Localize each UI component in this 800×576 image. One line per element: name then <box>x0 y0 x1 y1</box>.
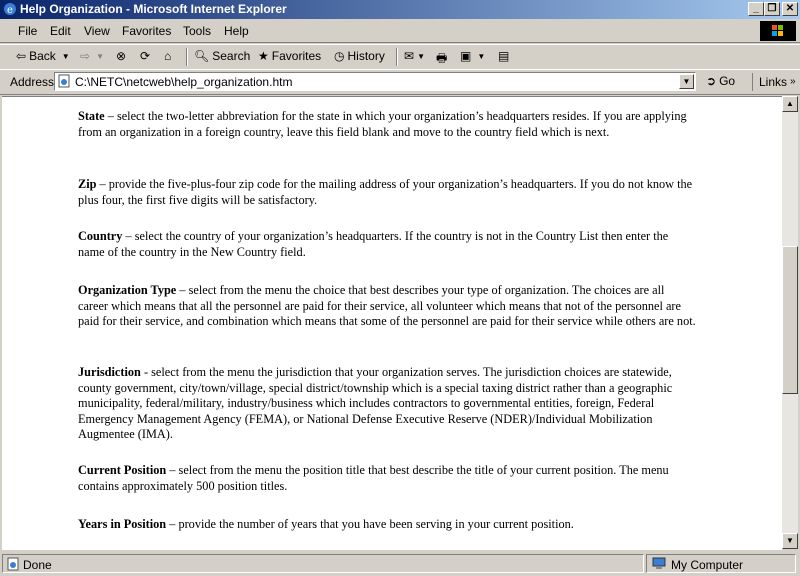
menu-edit[interactable]: Edit <box>50 24 71 38</box>
edit-button[interactable] <box>460 49 485 63</box>
status-bar <box>0 552 800 576</box>
links-chevron-icon[interactable]: » <box>790 76 796 87</box>
history-button[interactable]: ◷ History <box>334 49 385 63</box>
edit-icon: ▣ <box>460 49 472 63</box>
svg-text:e: e <box>7 5 13 16</box>
ie-logo-icon <box>3 2 17 16</box>
status-text: Done <box>23 558 52 572</box>
vertical-scrollbar[interactable] <box>782 96 798 549</box>
print-button[interactable] <box>436 49 447 70</box>
mail-dropdown-icon: ▼ <box>417 51 425 61</box>
toolbar-separator <box>186 48 188 66</box>
menu-favorites[interactable]: Favorites <box>122 24 172 38</box>
status-zone <box>646 554 796 573</box>
forward-dropdown-icon: ▼ <box>96 51 104 61</box>
refresh-button[interactable] <box>140 49 150 63</box>
scroll-thumb[interactable] <box>782 246 798 394</box>
scroll-up-icon[interactable]: ▲ <box>782 96 798 112</box>
back-arrow-icon: ⇦ <box>16 49 27 63</box>
links-button[interactable]: Links <box>752 73 787 91</box>
edit-dropdown-icon: ▼ <box>477 51 486 61</box>
go-arrow-icon: ➲ <box>706 74 717 88</box>
help-paragraph-organization-type: Organization Type – select from the menu the choice that best describes your type of organization. The choices are all career which means that all the personnel are paid for their service, all volunteer which means that not of the personnel are paid for their service, and combination which means that some of the personnel are paid for their service while others are not. <box>78 283 696 328</box>
help-paragraph-jurisdiction: Jurisdiction - select from the menu the jurisdiction that your organization serves. The jurisdiction choices are statewide, county government, city/town/village, special district/township which is a special taxing district rather than a geographic municipality, federal/military, industry/business which includes contractors to governmental entities, foreign, Federal Emergency Management Agency (FEMA), or National Defense Executive Reserve (NDER)/Individual Mobilization Augmentee (IMA). <box>78 365 673 441</box>
discuss-icon: ▤ <box>498 49 510 63</box>
address-label: Address <box>10 75 55 89</box>
menu-help[interactable]: Help <box>224 24 249 38</box>
standard-toolbar <box>0 44 800 70</box>
menu-file[interactable]: File <box>18 24 38 38</box>
help-paragraph-state: State – select the two-letter abbreviation for the state in which your organization’s headquarters resides. If you are applying from an organization in a foreign country, leave this field blank and move to the country field which is next. <box>78 109 687 139</box>
help-paragraph-country: Country – select the country of your organization’s headquarters. If the country is not in the Country List then enter the name of the country in the New Country field. <box>78 229 669 259</box>
zone-text: My Computer <box>671 558 744 572</box>
stop-button[interactable] <box>116 49 126 63</box>
print-icon: 🖶 <box>436 51 448 65</box>
favorites-button[interactable]: ★ Favorites <box>258 49 322 63</box>
favorites-icon: ★ <box>258 49 269 63</box>
my-computer-icon <box>651 557 667 571</box>
search-button[interactable]: 🔍︎ Search <box>194 49 251 63</box>
help-paragraph-current-position: Current Position – select from the menu the position title that best describe the title of your current position. The menu contains approximately 500 position titles. <box>78 463 669 493</box>
home-icon: ⌂ <box>164 49 172 63</box>
address-url: C:\NETC\netcweb\help_organization.htm <box>75 75 293 89</box>
restore-button[interactable]: ❐ <box>764 2 780 16</box>
address-dropdown-icon[interactable]: ▼ <box>679 74 694 89</box>
window-title: Help Organization - Microsoft Internet Explorer <box>20 2 287 16</box>
address-input[interactable] <box>54 72 696 91</box>
refresh-icon: ⟳ <box>140 49 151 63</box>
help-paragraph-zip: Zip – provide the five-plus-four zip code for the mailing address of your organization’s headquarters. If you do not know the plus four, the first five digits will be satisfactory. <box>78 177 693 207</box>
minimize-button[interactable]: _ <box>748 2 764 16</box>
back-button[interactable]: ⇦ Back ▼ <box>16 49 70 63</box>
help-paragraph-years-in-position: Years in Position – provide the number of years that you have been serving in your current position. <box>78 517 574 531</box>
page-icon <box>57 74 71 88</box>
status-main <box>2 554 644 573</box>
menu-view[interactable]: View <box>84 24 110 38</box>
scroll-down-icon[interactable]: ▼ <box>782 533 798 549</box>
title-bar <box>0 0 800 19</box>
address-bar <box>0 69 800 95</box>
forward-arrow-icon: ⇨ <box>80 49 91 63</box>
forward-button[interactable] <box>80 49 104 63</box>
stop-icon: ⊗ <box>116 49 127 63</box>
close-button[interactable]: ✕ <box>782 2 798 16</box>
toolbar-separator <box>396 48 398 66</box>
history-icon: ◷ <box>334 49 345 63</box>
go-button[interactable]: ➲ Go <box>706 74 736 88</box>
search-icon: 🔍︎ <box>194 49 210 63</box>
windows-logo-icon <box>760 21 796 41</box>
menu-tools[interactable]: Tools <box>183 24 212 38</box>
menu-bar <box>0 20 800 43</box>
home-button[interactable] <box>164 49 171 63</box>
page-done-icon <box>6 557 20 571</box>
page-content <box>2 96 782 550</box>
discuss-button[interactable] <box>498 49 509 63</box>
back-dropdown-icon[interactable]: ▼ <box>61 51 70 61</box>
mail-button[interactable] <box>404 49 425 63</box>
mail-icon: ✉ <box>404 49 415 63</box>
